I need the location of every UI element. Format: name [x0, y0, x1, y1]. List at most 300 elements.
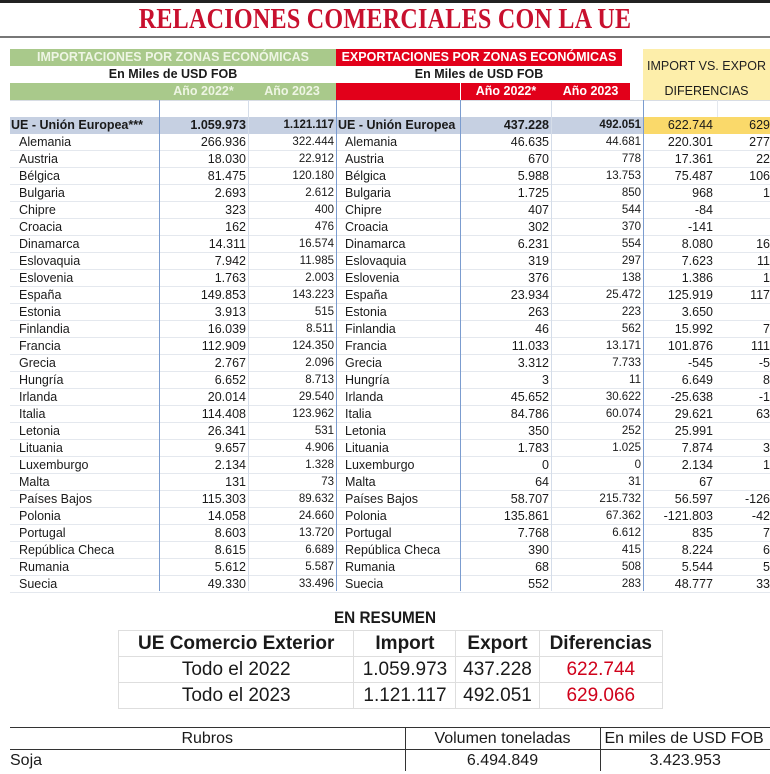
export-2023-value: 11 — [629, 374, 641, 386]
import-2022-value: 323 — [225, 203, 246, 217]
summary-header: UE Comercio Exterior — [119, 631, 354, 657]
col-divider — [248, 100, 249, 591]
import-2023-value: 123.962 — [292, 408, 334, 420]
total-diff-2023: 629 — [717, 117, 770, 134]
diff-2022-value: 5.544 — [681, 560, 713, 574]
total-export-2022: 437.228 — [460, 117, 551, 134]
diff-2023-value: 7 — [763, 322, 770, 336]
export-2023-value: 223 — [621, 306, 641, 318]
diff-2022-value: 75.487 — [674, 169, 713, 183]
summary-table — [118, 630, 663, 709]
import-2022-value: 266.936 — [200, 135, 246, 149]
summary-difference: 629.066 — [539, 683, 662, 709]
export-unit: En Miles de USD FOB — [414, 67, 544, 81]
import-2022-value: 2.134 — [214, 458, 246, 472]
table-row — [10, 338, 770, 355]
import-2022-value: 81.475 — [207, 169, 246, 183]
export-country-name: Estonia — [345, 305, 387, 319]
table-row — [10, 406, 770, 423]
import-2023-value: 8.511 — [306, 323, 334, 335]
diff-2022-value: 101.876 — [667, 339, 713, 353]
import-2023-value: 13.720 — [298, 527, 334, 539]
row-divider — [10, 592, 770, 593]
diff-2023-value — [717, 202, 770, 219]
total-row — [10, 117, 770, 134]
import-country-name: Chipre — [19, 203, 56, 217]
diff-2023-value: 16 — [756, 237, 770, 251]
export-2023-value: 508 — [621, 561, 641, 573]
table-row — [10, 355, 770, 372]
import-country-name: Bélgica — [19, 169, 60, 183]
total-import-2023: 1.121.117 — [248, 117, 336, 134]
summary-row — [119, 657, 663, 683]
export-2022-value: 64 — [535, 475, 549, 489]
export-2023-value: 283 — [621, 578, 641, 590]
diff-2022-value: 8.080 — [681, 237, 713, 251]
import-name-header — [10, 83, 159, 100]
diff-2022-value: 125.919 — [667, 288, 713, 302]
rubros-header: Volumen toneladas — [405, 728, 600, 750]
export-2023-value: 850 — [621, 187, 641, 199]
import-2022-value: 112.909 — [201, 339, 246, 353]
diff-2022-value: 7.874 — [681, 441, 713, 455]
import-country-name: Malta — [19, 475, 50, 489]
import-2022-value: 8.603 — [214, 526, 246, 540]
table-row — [10, 423, 770, 440]
summary-difference: 622.744 — [539, 657, 662, 683]
export-2023-value: 778 — [621, 153, 641, 165]
diff-2023-value: 1 — [763, 458, 770, 472]
import-2022-value: 26.341 — [207, 424, 246, 438]
import-country-name: Países Bajos — [19, 492, 92, 506]
diff-2023-value — [717, 474, 770, 491]
table-row — [10, 440, 770, 457]
import-2023-value: 33.496 — [298, 578, 334, 590]
export-2023-value: 13.171 — [605, 340, 641, 352]
export-2023-header: Año 2023 — [551, 83, 630, 100]
export-2022-value: 45.652 — [510, 390, 549, 404]
diff-2022-value: -141 — [687, 220, 713, 234]
export-country-name: Portugal — [345, 526, 392, 540]
col-divider — [460, 100, 461, 591]
table-row — [10, 168, 770, 185]
diff-2023-value: 1 — [763, 186, 770, 200]
export-2022-value: 5.988 — [517, 169, 549, 183]
diff-subtitle: DIFERENCIAS — [643, 83, 770, 100]
export-2022-value: 552 — [528, 577, 549, 591]
col-divider — [717, 100, 718, 117]
summary-header: Export — [456, 631, 539, 657]
export-country-name: Polonia — [345, 509, 387, 523]
table-row — [10, 270, 770, 287]
export-2022-value: 135.861 — [503, 509, 549, 523]
export-2023-value: 297 — [621, 255, 641, 267]
export-2023-value: 554 — [621, 238, 641, 250]
table-row — [10, 372, 770, 389]
import-title: IMPORTACIONES POR ZONAS ECONÓMICAS — [10, 49, 336, 66]
export-2023-value: 562 — [621, 323, 641, 335]
export-2023-value: 370 — [621, 221, 641, 233]
export-country-name: Lituania — [345, 441, 389, 455]
table-row — [10, 219, 770, 236]
export-2023-value: 252 — [621, 425, 641, 437]
import-2022-value: 131 — [225, 475, 246, 489]
export-2022-value: 68 — [535, 560, 549, 574]
export-2022-value: 376 — [528, 271, 549, 285]
summary-title: EN RESUMEN — [333, 608, 437, 627]
diff-2022-value: 25.991 — [674, 424, 713, 438]
import-country-name: Italia — [19, 407, 46, 421]
rubros-table — [10, 727, 770, 771]
export-country-name: Francia — [345, 339, 387, 353]
import-2022-value: 2.767 — [214, 356, 246, 370]
diff-2023-value: 63 — [756, 407, 770, 421]
import-2022-value: 6.652 — [214, 373, 246, 387]
import-2023-value: 5.587 — [305, 561, 334, 573]
import-country-name: Lituania — [19, 441, 63, 455]
export-2023-value: 1.025 — [612, 442, 641, 454]
export-country-name: Eslovenia — [345, 271, 400, 285]
import-2022-value: 5.612 — [214, 560, 246, 574]
diff-2023-value: 8 — [763, 373, 770, 387]
import-country-name: Grecia — [19, 356, 56, 370]
import-country-name: Austria — [19, 152, 58, 166]
import-country-name: Portugal — [19, 526, 66, 540]
export-2022-value: 23.934 — [510, 288, 549, 302]
export-2023-value: 138 — [621, 272, 641, 284]
import-country-name: Luxemburgo — [19, 458, 89, 472]
total-import-2022: 1.059.973 — [159, 117, 248, 134]
rubros-value: 3.423.953 — [600, 750, 770, 772]
import-2023-value: 143.223 — [292, 289, 334, 301]
diff-title: IMPORT VS. EXPOR — [646, 59, 766, 73]
import-2023-value: 1.328 — [305, 459, 334, 471]
table-row — [10, 542, 770, 559]
diff-2022-value: -84 — [694, 203, 713, 217]
export-2022-value: 6.231 — [517, 237, 549, 251]
rubros-row — [10, 750, 770, 772]
import-2023-value: 2.096 — [305, 357, 334, 369]
summary-period: Todo el 2022 — [119, 657, 354, 683]
import-2022-value: 49.330 — [207, 577, 246, 591]
import-2022-value: 2.693 — [214, 186, 246, 200]
export-2022-value: 7.768 — [517, 526, 549, 540]
export-title: EXPORTACIONES POR ZONAS ECONÓMICAS — [336, 49, 622, 66]
import-country-name: Irlanda — [19, 390, 58, 404]
diff-2022-value: 67 — [699, 475, 713, 489]
diff-2022-value: 1.386 — [681, 271, 713, 285]
diff-2023-value: -1 — [758, 390, 770, 404]
diff-2023-value: 5 — [763, 560, 770, 574]
export-2022-value: 263 — [528, 305, 549, 319]
import-2023-value: 4.906 — [305, 442, 334, 454]
import-country-name: Estonia — [19, 305, 61, 319]
export-name-header — [336, 83, 460, 100]
export-country-name: Finlandia — [345, 322, 396, 336]
import-2023-value: 476 — [314, 221, 334, 233]
import-2022-value: 16.039 — [207, 322, 246, 336]
export-2022-value: 3 — [542, 373, 549, 387]
col-divider — [159, 100, 160, 591]
export-country-name: Bulgaria — [345, 186, 391, 200]
export-country-name: Chipre — [345, 203, 382, 217]
import-country-name: Dinamarca — [19, 237, 80, 251]
diff-2022-value: 15.992 — [674, 322, 713, 336]
import-2023-value: 124.350 — [292, 340, 334, 352]
export-2022-value: 11.033 — [511, 339, 549, 353]
summary-export: 437.228 — [456, 657, 539, 683]
table-row — [10, 508, 770, 525]
import-country-name: España — [19, 288, 62, 302]
export-2022-value: 46 — [535, 322, 549, 336]
import-2022-value: 20.014 — [207, 390, 246, 404]
import-2022-value: 149.853 — [200, 288, 246, 302]
total-export-2023: 492.051 — [551, 117, 643, 134]
export-country-name: Letonia — [345, 424, 387, 438]
diff-2022-value: 17.361 — [674, 152, 713, 166]
rubros-header: Rubros — [10, 728, 405, 750]
col-divider — [551, 100, 552, 591]
export-country-name: Rumania — [345, 560, 396, 574]
import-2023-value: 89.632 — [298, 493, 334, 505]
spacer-top-line — [10, 100, 770, 101]
diff-2023-value: 11 — [757, 254, 770, 268]
summary-row — [119, 683, 663, 709]
export-country-name: Bélgica — [345, 169, 386, 183]
table-row — [10, 151, 770, 168]
diff-2023-value: -5 — [758, 356, 770, 370]
diff-2022-value: 968 — [692, 186, 713, 200]
table-row — [10, 134, 770, 151]
diff-2022-value: 48.777 — [674, 577, 713, 591]
export-2022-value: 3.312 — [517, 356, 549, 370]
import-country-name: Rumania — [19, 560, 70, 574]
diff-2023-value: -126 — [744, 492, 770, 506]
diff-2023-value: 277 — [749, 135, 770, 149]
import-country-name: Hungría — [19, 373, 64, 387]
import-2023-header: Año 2023 — [248, 83, 336, 100]
export-2022-value: 350 — [528, 424, 549, 438]
import-2022-value: 9.657 — [214, 441, 246, 455]
import-2022-value: 18.030 — [207, 152, 246, 166]
import-2022-value: 8.615 — [214, 543, 246, 557]
diff-2023-value — [717, 423, 770, 440]
import-country-name: Bulgaria — [19, 186, 65, 200]
export-2023-value: 544 — [621, 204, 641, 216]
diff-2023-value: 7 — [763, 526, 770, 540]
import-2023-value: 29.540 — [298, 391, 334, 403]
diff-2022-value: 29.621 — [674, 407, 713, 421]
title-divider — [0, 36, 770, 38]
export-country-name: Luxemburgo — [345, 458, 415, 472]
table-row — [10, 185, 770, 202]
import-2022-value: 115.303 — [201, 492, 246, 506]
export-2022-header: Año 2022* — [460, 83, 551, 100]
table-row — [10, 287, 770, 304]
diff-2022-value: 56.597 — [674, 492, 713, 506]
import-2023-value: 6.689 — [305, 544, 334, 556]
diff-2023-value: 106 — [749, 169, 770, 183]
export-2023-value: 6.612 — [612, 527, 641, 539]
rubros-item: Soja — [10, 751, 43, 769]
export-country-name: Croacia — [345, 220, 389, 234]
export-2022-value: 670 — [528, 152, 549, 166]
diff-2022-value: 3.650 — [681, 305, 713, 319]
import-2023-value: 16.574 — [298, 238, 334, 250]
table-row — [10, 253, 770, 270]
diff-2023-value — [717, 219, 770, 236]
import-2023-value: 515 — [314, 306, 334, 318]
diff-2023-value: 33 — [756, 577, 770, 591]
import-2023-value: 73 — [321, 476, 334, 488]
col-divider — [643, 100, 644, 591]
export-country-name: Grecia — [345, 356, 382, 370]
table-row — [10, 525, 770, 542]
table-row — [10, 457, 770, 474]
summary-import: 1.059.973 — [354, 657, 456, 683]
table-row — [10, 389, 770, 406]
export-country-name: Italia — [345, 407, 372, 421]
diff-2022-value: -25.638 — [670, 390, 713, 404]
diff-2023-value: 3 — [763, 441, 770, 455]
diff-2022-value: -121.803 — [663, 509, 713, 523]
diff-2023-value: 22 — [756, 152, 770, 166]
col-divider — [336, 100, 337, 591]
header-row-units — [10, 66, 770, 83]
export-2023-value: 13.753 — [605, 170, 641, 182]
page-title: RELACIONES COMERCIALES CON LA UE — [138, 4, 632, 35]
import-2022-header: Año 2022* — [159, 83, 248, 100]
diff-2023-value — [717, 304, 770, 321]
export-country-name: Países Bajos — [345, 492, 418, 506]
import-2022-value: 114.408 — [201, 407, 246, 421]
diff-2022-value: 220.301 — [667, 135, 713, 149]
diff-2023-value: 117 — [750, 288, 770, 302]
export-2022-value: 1.783 — [517, 441, 549, 455]
import-2023-value: 22.912 — [298, 153, 334, 165]
total-export-name: UE - Unión Europea — [336, 117, 460, 134]
import-2022-value: 14.058 — [207, 509, 246, 523]
diff-2022-value: -545 — [687, 356, 713, 370]
table-row — [10, 474, 770, 491]
rubros-header-row — [10, 728, 770, 750]
total-diff-2022: 622.744 — [643, 117, 717, 134]
import-2023-value: 531 — [314, 425, 334, 437]
table-row — [10, 236, 770, 253]
export-2023-value: 215.732 — [599, 493, 641, 505]
summary-header-row — [119, 631, 663, 657]
import-2023-value: 120.180 — [292, 170, 334, 182]
table-row — [10, 491, 770, 508]
export-2023-value: 415 — [621, 544, 641, 556]
diff-2023-value: -42 — [751, 509, 770, 523]
export-2022-value: 407 — [528, 203, 549, 217]
import-2022-value: 3.913 — [214, 305, 246, 319]
export-country-name: España — [345, 288, 388, 302]
table-row — [10, 202, 770, 219]
total-import-name: UE - Unión Europea*** — [10, 117, 159, 134]
table-row — [10, 576, 770, 593]
import-country-name: Alemania — [19, 135, 72, 149]
summary-import: 1.121.117 — [354, 683, 456, 709]
diff-2022-value: 6.649 — [681, 373, 713, 387]
import-2023-value: 322.444 — [292, 136, 334, 148]
summary-period: Todo el 2023 — [119, 683, 354, 709]
header-row-years — [10, 83, 770, 100]
export-country-name: Suecia — [345, 577, 384, 591]
export-2022-value: 319 — [528, 254, 549, 268]
diff-2023-value: 111 — [750, 339, 770, 353]
import-2023-value: 2.612 — [305, 187, 334, 199]
export-2023-value: 30.622 — [605, 391, 641, 403]
import-country-name: Suecia — [19, 577, 58, 591]
export-2022-value: 1.725 — [517, 186, 549, 200]
export-2023-value: 44.681 — [605, 136, 641, 148]
table-row — [10, 304, 770, 321]
export-2022-value: 84.786 — [510, 407, 549, 421]
import-2022-value: 1.763 — [214, 271, 246, 285]
table-row — [10, 321, 770, 338]
diff-2022-value: 7.623 — [681, 254, 713, 268]
export-2022-value: 0 — [542, 458, 549, 472]
export-country-name: República Checa — [345, 543, 441, 557]
export-2022-value: 390 — [528, 543, 549, 557]
table-row — [10, 559, 770, 576]
diff-2022-value: 8.224 — [681, 543, 713, 557]
diff-2022-value: 2.134 — [681, 458, 713, 472]
import-country-name: Polonia — [19, 509, 61, 523]
import-2023-value: 24.660 — [298, 510, 334, 522]
import-2022-value: 7.942 — [214, 254, 246, 268]
export-country-name: Alemania — [345, 135, 398, 149]
diff-2022-value: 835 — [692, 526, 713, 540]
summary-export: 492.051 — [456, 683, 539, 709]
import-2023-value: 8.713 — [305, 374, 334, 386]
export-country-name: Hungría — [345, 373, 390, 387]
export-2023-value: 25.472 — [605, 289, 641, 301]
export-country-name: Austria — [345, 152, 384, 166]
import-country-name: Eslovaquia — [19, 254, 81, 268]
export-2023-value: 31 — [628, 476, 641, 488]
export-2022-value: 58.707 — [510, 492, 549, 506]
export-2023-value: 60.074 — [605, 408, 641, 420]
import-country-name: Letonia — [19, 424, 61, 438]
rubros-header: En miles de USD FOB — [600, 728, 770, 750]
import-2022-value: 14.311 — [208, 237, 246, 251]
diff-2023-value: 1 — [763, 271, 770, 285]
export-country-name: Eslovaquia — [345, 254, 407, 268]
rubros-volume: 6.494.849 — [405, 750, 600, 772]
export-2023-value: 0 — [634, 459, 641, 471]
import-unit: En Miles de USD FOB — [108, 67, 238, 81]
export-country-name: Dinamarca — [345, 237, 406, 251]
import-country-name: Eslovenia — [19, 271, 74, 285]
export-2023-value: 7.733 — [612, 357, 641, 369]
import-2023-value: 11.985 — [299, 255, 334, 267]
import-country-name: República Checa — [19, 543, 115, 557]
summary-header: Diferencias — [539, 631, 662, 657]
import-country-name: Finlandia — [19, 322, 70, 336]
import-country-name: Francia — [19, 339, 61, 353]
import-2023-value: 400 — [314, 204, 334, 216]
export-country-name: Malta — [345, 475, 376, 489]
export-country-name: Irlanda — [345, 390, 384, 404]
export-2022-value: 46.635 — [510, 135, 549, 149]
summary-header: Import — [354, 631, 456, 657]
export-2023-value: 67.362 — [605, 510, 641, 522]
export-2022-value: 302 — [528, 220, 549, 234]
diff-2023-value: 6 — [763, 543, 770, 557]
